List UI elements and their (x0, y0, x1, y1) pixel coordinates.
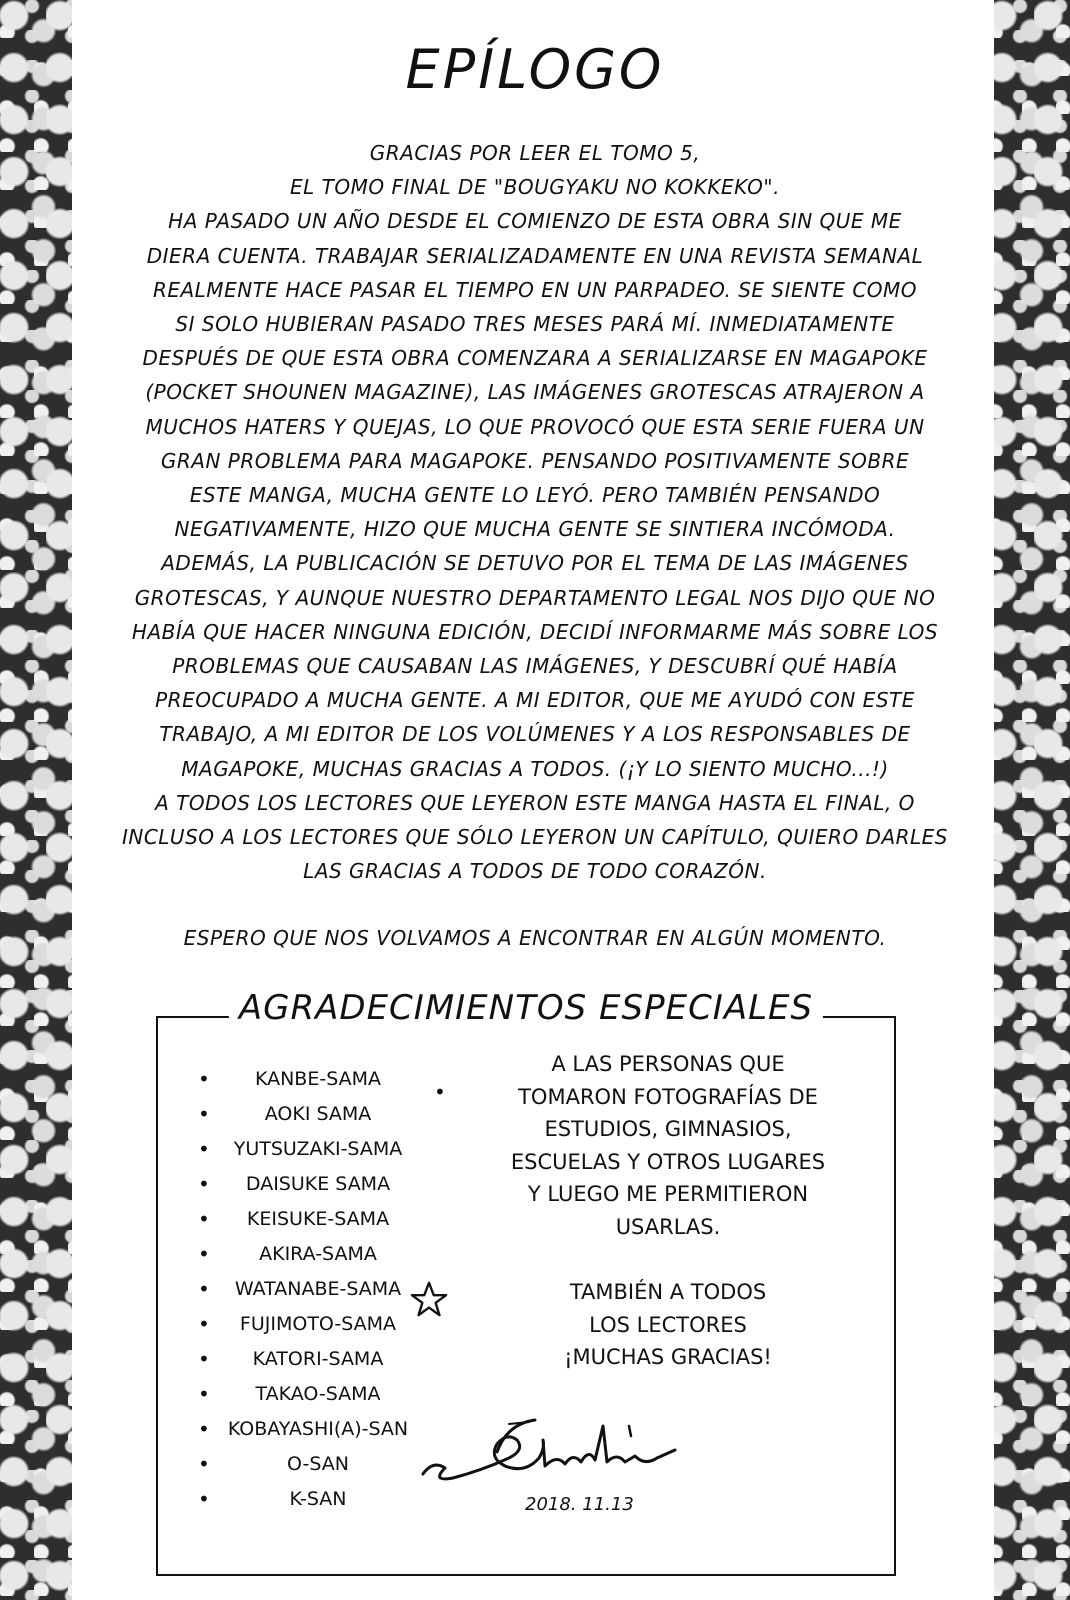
thanks-readers-message: TAMBIÉN A TODOS LOS LECTORES ¡MUCHAS GRACIAS! (564, 1280, 772, 1369)
author-signature (413, 1412, 743, 1522)
epilogue-body: GRACIAS POR LEER EL TOMO 5, EL TOMO FINAL DE "BOUGYAKU NO KOKKEKO". HA PASADO UN AÑO DESDE EL COMIENZO DE ESTA OBRA SIN QUE ME DIERA CUENTA. TRABAJAR SERIALIZADAMENTE EN UNA REVISTA SEMANAL REALMENTE HACE PASAR EL TIEMPO EN UN PARPADEO. SE SIENTE COMO SI SOLO HUBIERAN PASADO TRES MESES PARÁ MÍ. INMEDIATAMENTE DESPUÉS DE QUE ESTA OBRA COMENZARA A SERIALIZARSE EN MAGAPOKE (POCKET SHOUNEN MAGAZINE), LAS IMÁGENES GROTESCAS ATRAJERON A MUCHOS HATERS Y QUEJAS, LO QUE PROVOCÓ QUE ESTA SERIE FUERA UN GRAN PROBLEMA PARA MAGAPOKE. PENSANDO POSITIVAMENTE SOBRE ESTE MANGA, MUCHA GENTE LO LEYÓ. PERO TAMBIÉN PENSANDO NEGATIVAMENTE, HIZO QUE MUCHA GENTE SE SINTIERA INCÓMODA. ADEMÁS, LA PUBLICACIÓN SE DETUVO POR EL TEMA DE LAS IMÁGENES GROTESCAS, Y AUNQUE NUESTRO DEPARTAMENTO LEGAL NOS DIJO QUE NO HABÍA QUE HACER NINGUNA EDICIÓN, DECIDÍ INFORMARME MÁS SOBRE LOS PROBLEMAS QUE CAUSABAN LAS IMÁGENES, Y DESCUBRÍ QUÉ HABÍA PREOCUPADO A MUCHA GENTE. A MI EDITOR, QUE ME AYUDÓ CON ESTE TRABAJO, A MI EDITOR DE LOS VOLÚMENES Y A LOS RESPONSABLES DE MAGAPOKE, MUCHAS GRACIAS A TODOS. (¡Y LO SIENTO MUCHO...!) A TODOS LOS LECTORES QUE LEYERON ESTE MANGA HASTA EL FINAL, O INCLUSO A LOS LECTORES QUE SÓLO LEYERON UN CAPÍTULO, QUIERO DARLES LAS GRACIAS A TODOS DE TODO CORAZÓN. (121, 141, 949, 884)
thanks-name: • O-SAN (198, 1447, 438, 1482)
message-bullet: • (434, 1080, 446, 1104)
thanks-name: • TAKAO-SAMA (198, 1377, 438, 1412)
thanks-name: • WATANABE-SAMA (198, 1272, 438, 1307)
thanks-name: • KATORI-SAMA (198, 1342, 438, 1377)
thanks-name: • FUJIMOTO-SAMA (198, 1307, 438, 1342)
page-title: EPÍLOGO (405, 38, 665, 101)
thanks-name: • AOKI SAMA (198, 1097, 438, 1132)
special-thanks-title: AGRADECIMIENTOS ESPECIALES (229, 988, 823, 1028)
thanks-name: • K-SAN (198, 1482, 438, 1517)
thanks-name: • DAISUKE SAMA (198, 1167, 438, 1202)
special-thanks-box (156, 988, 896, 1576)
closing-line: ESPERO QUE NOS VOLVAMOS A ENCONTRAR EN ALGÚN MOMENTO. (183, 926, 887, 950)
thanks-name: • KEISUKE-SAMA (198, 1202, 438, 1237)
epilogue-page (90, 0, 980, 1600)
thanks-name: • KANBE-SAMA (198, 1062, 438, 1097)
thanks-message: A LAS PERSONAS QUE TOMARON FOTOGRAFÍAS DE ESTUDIOS, GIMNASIOS, ESCUELAS Y OTROS LUGARES Y LUEGO ME PERMITIERON USARLAS. (510, 1052, 826, 1239)
thanks-name: • KOBAYASHI(A)-SAN (198, 1412, 438, 1447)
thanks-name: • AKIRA-SAMA (198, 1237, 438, 1272)
decorative-border-right (988, 0, 1070, 1600)
signature-date: 2018. 11.13 (525, 1494, 634, 1515)
decorative-border-left (0, 0, 78, 1600)
thanks-names-list (198, 1062, 438, 1517)
thanks-name: • YUTSUZAKI-SAMA (198, 1132, 438, 1167)
star-icon (410, 1280, 448, 1318)
